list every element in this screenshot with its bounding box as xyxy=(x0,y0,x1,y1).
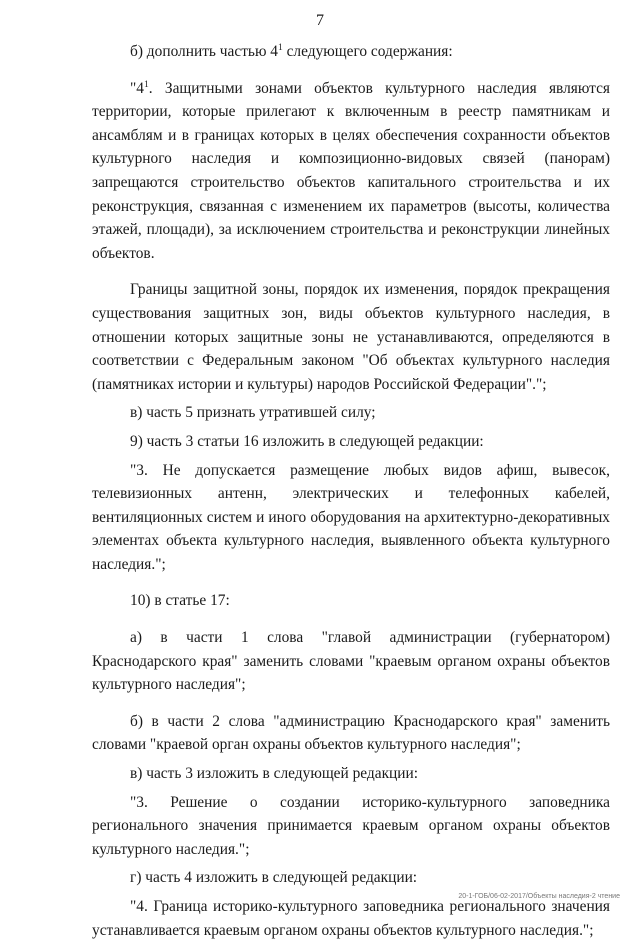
paragraph-b-part-2: б) в части 2 слова "администрацию Краснодарского края" заменить словами "краевой орган охраны объектов культурного наследия"; xyxy=(92,712,610,754)
paragraph-g-part-4: г) часть 4 изложить в следующей редакции: xyxy=(130,869,418,887)
paragraph-text: б) дополнить частью 4 xyxy=(130,43,278,60)
paragraph-text: . Защитными зонами объектов культурного наследия являются территории, которые прилегают к включенным в реестр памятникам и ансамблям и в границах которых в целях обеспечения сохранности объектов культурного наследия и композиционно-видовых связей (панорам) запрещаются строительство объектов капитального строительства и их реконструкция, связанная с изменением их параметров (высоты, количества этажей, площади), за исключением строительства и реконструкции линейных объектов. xyxy=(92,79,610,262)
paragraph-item-9: 9) часть 3 статьи 16 изложить в следующей редакции: xyxy=(130,432,484,450)
paragraph-text: "4 xyxy=(130,79,144,97)
document-body xyxy=(92,40,610,942)
page-number: 7 xyxy=(316,12,324,29)
paragraph-b-add-part xyxy=(92,40,610,64)
paragraph-text: следующего содержания: xyxy=(282,43,453,60)
paragraph-v-part-3: в) часть 3 изложить в следующей редакции: xyxy=(130,765,419,783)
paragraph-reserve-border: "4. Граница историко-культурного заповедника регионального значения устанавливается краевым органом охраны объектов культурного наследия."; xyxy=(92,898,610,939)
footer-file-reference: 20-1-ГОБ/06-02-2017/Объекты наследия-2 чтение xyxy=(458,893,620,900)
superscript: 1 xyxy=(278,43,283,53)
superscript: 1 xyxy=(143,79,149,90)
paragraph-item-10: 10) в статье 17: xyxy=(130,592,230,610)
paragraph-zone-borders: Границы защитной зоны, порядок их изменения, порядок прекращения существования защитных зон, виды объектов культурного наследия, в отношении которых защитные зоны не устанавливаются, определяются в соответствии с Федеральным законом "Об объектах культурного наследия (памятниках истории и культуры) народов Российской Федерации"."; xyxy=(92,281,610,393)
paragraph-reserve-decision: "3. Решение о создании историко-культурного заповедника регионального значения принимается краевым органом охраны объектов культурного наследия."; xyxy=(92,793,610,858)
paragraph-placement-ban: "3. Не допускается размещение любых видов афиш, вывесок, телевизионных антенн, электрических и телефонных кабелей, вентиляционных систем и иного оборудования на архитектурно-декоративных элементах объекта культурного наследия, выявленного объекта культурного наследия."; xyxy=(92,461,610,573)
paragraph-part-5: в) часть 5 признать утратившей силу; xyxy=(130,404,376,422)
paragraph-a-part-1: а) в части 1 слова "главой администрации (губернатором) Краснодарского края" заменить словами "краевым органом охраны объектов культурного наследия"; xyxy=(92,629,610,694)
paragraph-protective-zones xyxy=(92,77,610,266)
